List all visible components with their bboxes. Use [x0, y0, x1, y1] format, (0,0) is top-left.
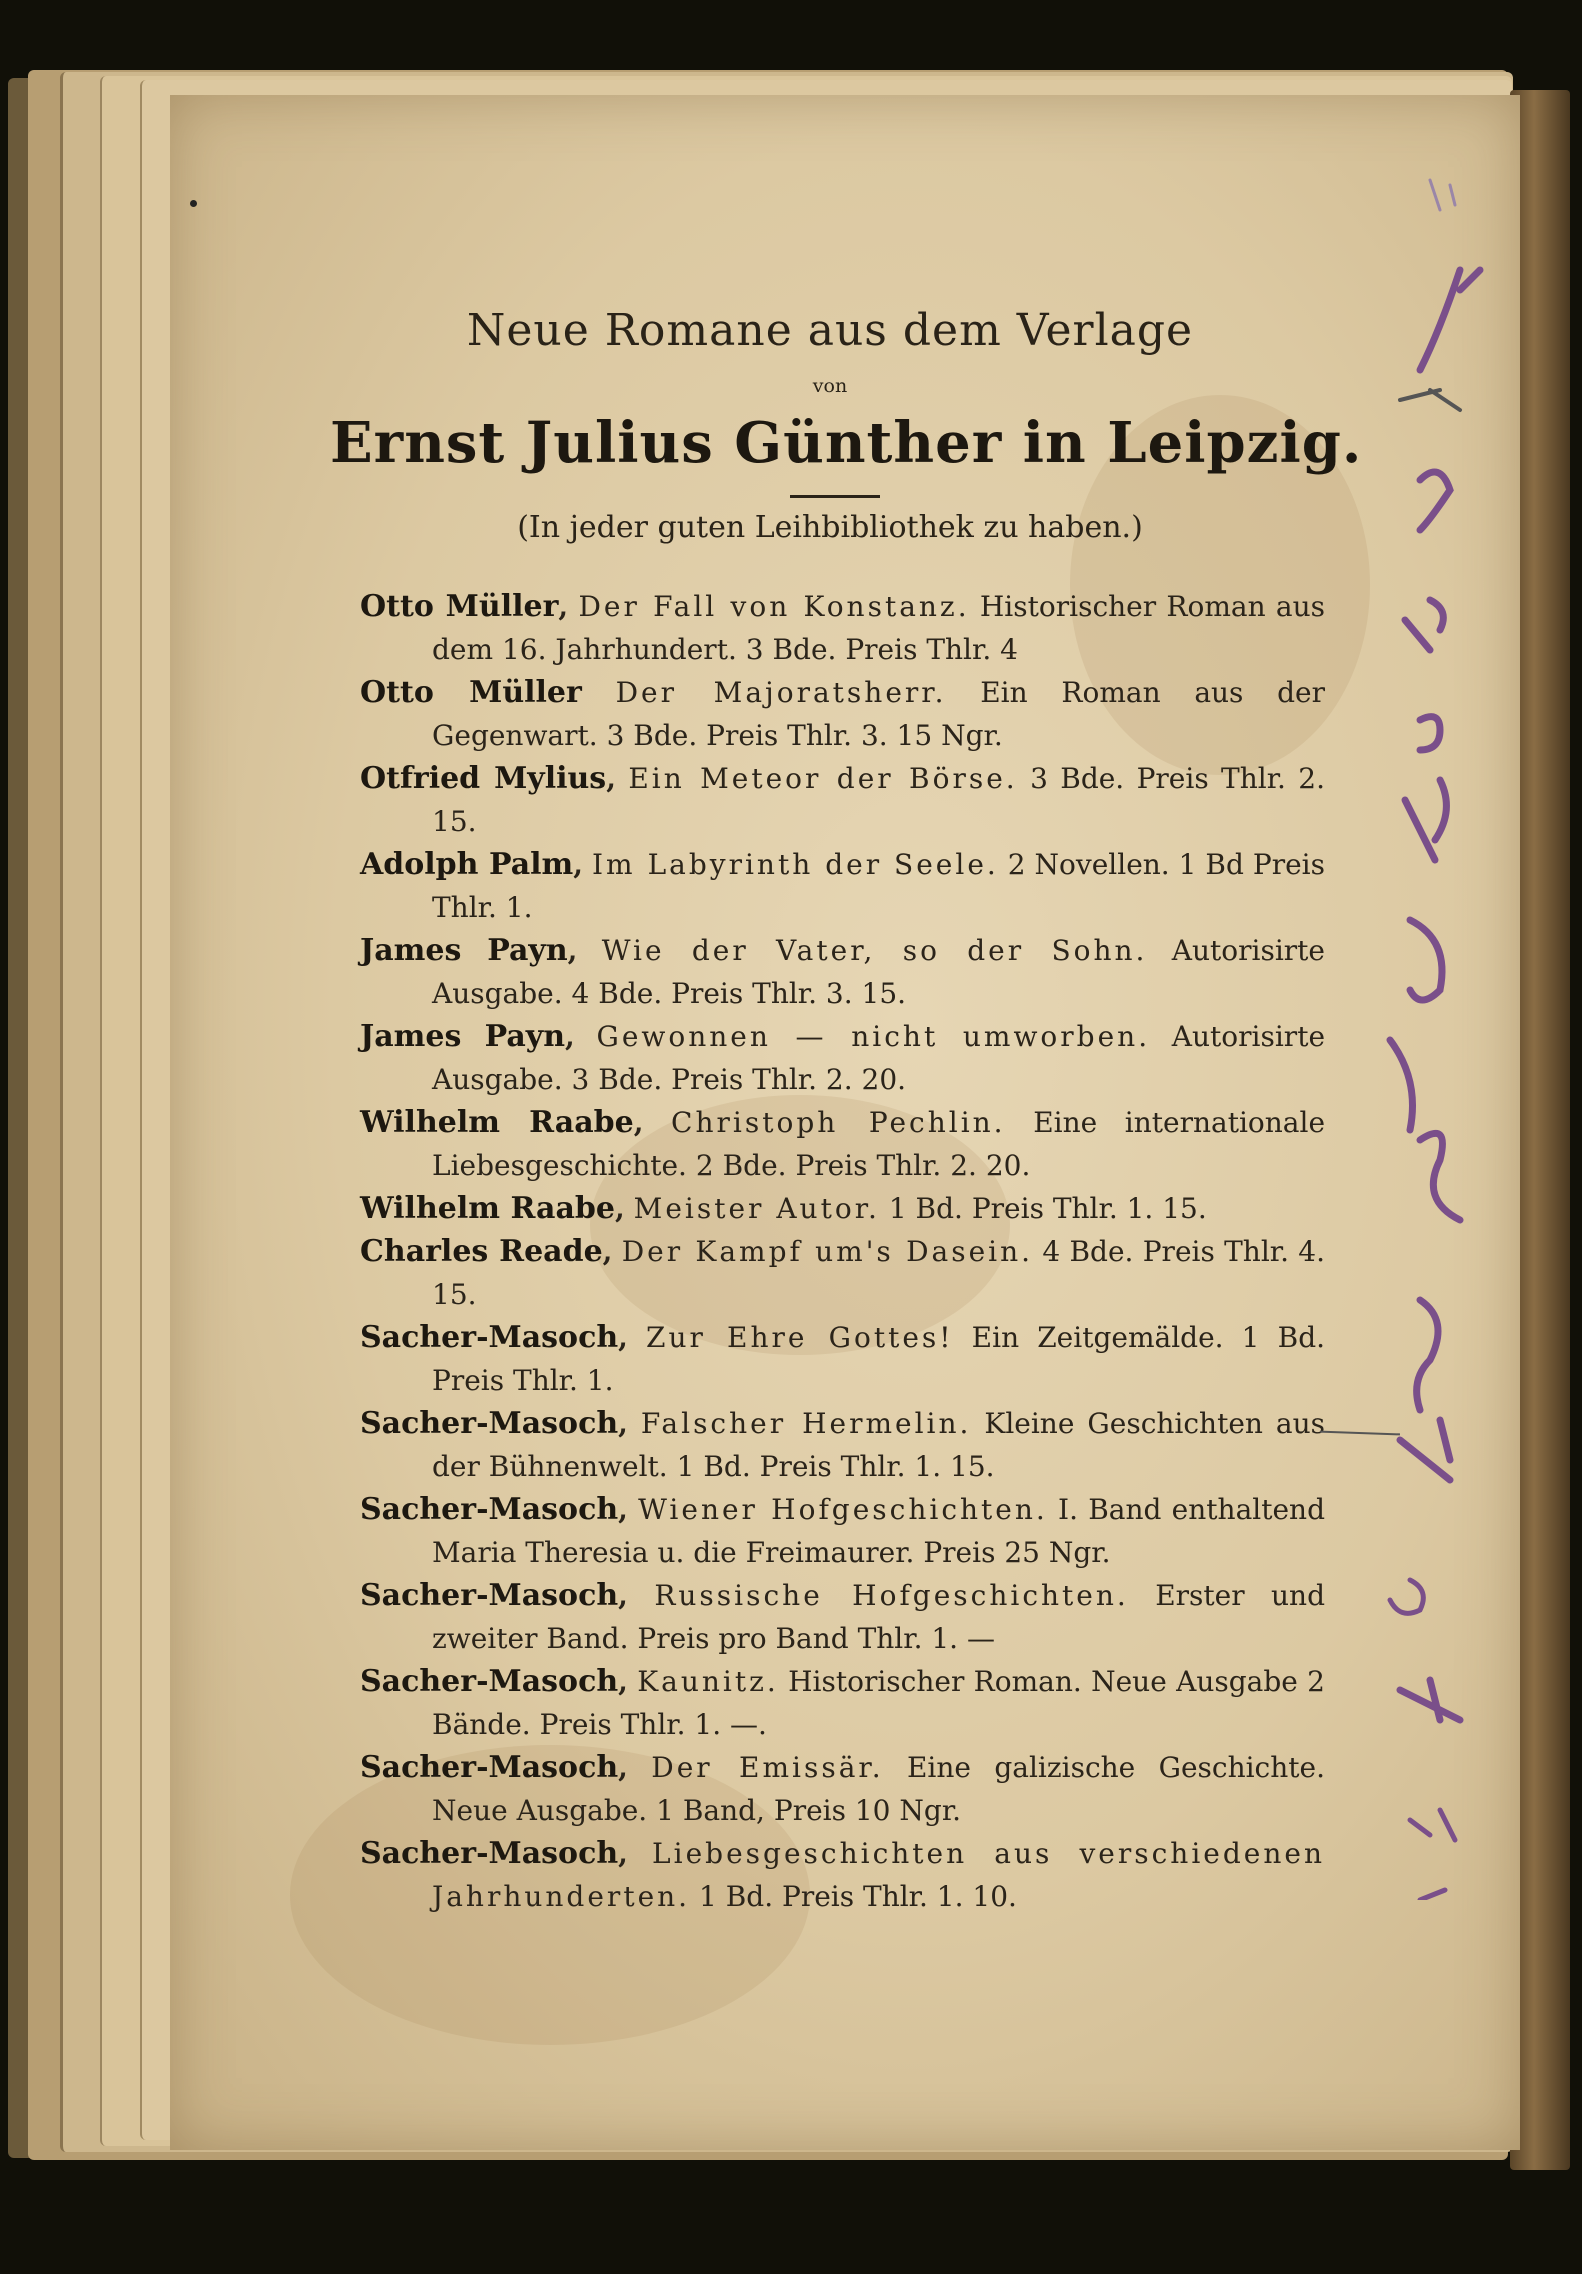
entry-author: Sacher-Masoch: [360, 1750, 619, 1785]
entry-title: Liebesgeschichten aus verschiedenen Jahrhunderten.: [432, 1837, 1326, 1913]
publisher-name: Ernst Julius Günther in Leipzig.: [330, 410, 1363, 476]
entry-details: Kleine Geschichten aus der Bühnenwelt. 1 Bd. Preis Thlr. 1. 15.: [432, 1407, 1326, 1483]
novel-list: [360, 585, 1325, 1918]
entry-details: 1 Bd. Preis Thlr. 1. 15.: [888, 1192, 1207, 1225]
list-item: Sacher-Masoch, Kaunitz. Historischer Roman. Neue Ausgabe 2 Bände. Preis Thlr. 1. —.: [360, 1664, 1325, 1741]
entry-title: Der Emissär.: [651, 1751, 884, 1784]
entry-title: Meister Autor.: [633, 1192, 880, 1225]
entry-author: Wilhelm Raabe: [360, 1191, 615, 1226]
entry-details: Historischer Roman. Neue Ausgabe 2 Bände. Preis Thlr. 1. —.: [432, 1665, 1325, 1741]
list-item: Sacher-Masoch, Der Emissär. Eine galizische Geschichte. Neue Ausgabe. 1 Band, Preis 10 Ngr.: [360, 1750, 1325, 1827]
entry-title: Zur Ehre Gottes!: [646, 1321, 954, 1354]
entry-title: Russische Hofgeschichten.: [654, 1579, 1129, 1612]
entry-author: Adolph Palm: [360, 847, 574, 882]
entry-details: Autorisirte Ausgabe. 4 Bde. Preis Thlr. 3. 15.: [432, 934, 1325, 1010]
entry-details: Historischer Roman aus dem 16. Jahrhundert. 3 Bde. Preis Thlr. 4: [432, 590, 1325, 666]
entry-author: Sacher-Masoch: [360, 1320, 619, 1355]
list-item: James Payn, Gewonnen — nicht umworben. Autorisirte Ausgabe. 3 Bde. Preis Thlr. 2. 20.: [360, 1019, 1326, 1096]
entry-details: Ein Roman aus der Gegenwart. 3 Bde. Preis Thlr. 3. 15 Ngr.: [432, 676, 1326, 752]
entry-details: Ein Zeitgemälde. 1 Bd. Preis Thlr. 1.: [432, 1321, 1326, 1397]
entry-author: Charles Reade: [360, 1234, 603, 1269]
entry-author: Otto Müller: [360, 675, 582, 710]
entry-details: Eine galizische Geschichte. Neue Ausgabe. 1 Band, Preis 10 Ngr.: [432, 1751, 1325, 1827]
ink-dot: [190, 200, 197, 207]
byline-von: von: [812, 375, 848, 397]
entry-title: Falscher Hermelin.: [640, 1407, 972, 1440]
entry-title: Christoph Pechlin.: [671, 1106, 1006, 1139]
entry-author: Sacher-Masoch: [360, 1836, 619, 1871]
entry-title: Gewonnen — nicht umworben.: [596, 1020, 1151, 1053]
list-item: Sacher-Masoch, Wiener Hofgeschichten. I. Band enthaltend Maria Theresia u. die Freimaurer. Preis 25 Ngr.: [360, 1492, 1326, 1569]
entry-title: Im Labyrinth der Seele.: [592, 848, 999, 881]
availability-note: (In jeder guten Leihbibliothek zu haben.): [517, 510, 1143, 545]
entry-title: Wiener Hofgeschichten.: [638, 1493, 1048, 1526]
entry-author: Wilhelm Raabe: [360, 1105, 634, 1140]
list-item: Sacher-Masoch, Zur Ehre Gottes! Ein Zeitgemälde. 1 Bd. Preis Thlr. 1.: [360, 1320, 1326, 1397]
entry-author: Otfried Mylius: [360, 761, 607, 796]
entry-details: 3 Bde. Preis Thlr. 2. 15.: [432, 762, 1325, 838]
entry-author: Sacher-Masoch: [360, 1492, 619, 1527]
entry-title: Der Majoratsherr.: [615, 676, 947, 709]
list-item: Otfried Mylius, Ein Meteor der Börse. 3 Bde. Preis Thlr. 2. 15.: [360, 761, 1325, 838]
entry-title: Kaunitz.: [637, 1665, 779, 1698]
list-item: [360, 671, 1325, 757]
entry-details: Erster und zweiter Band. Preis pro Band Thlr. 1. —: [432, 1579, 1326, 1655]
entry-author: Sacher-Masoch: [360, 1578, 619, 1613]
list-item: Otto Müller, Der Fall von Konstanz. Historischer Roman aus dem 16. Jahrhundert. 3 Bde. Preis Thlr. 4: [360, 589, 1325, 666]
entry-details: 2 Novellen. 1 Bd Preis Thlr. 1.: [432, 848, 1325, 924]
entry-title: Der Kampf um's Dasein.: [621, 1235, 1034, 1268]
divider: [790, 495, 880, 498]
entry-author: Sacher-Masoch: [360, 1664, 619, 1699]
page-title: Neue Romane aus dem Verlage: [466, 305, 1194, 356]
entry-author: Otto Müller: [360, 589, 559, 624]
list-item: Wilhelm Raabe, Meister Autor. 1 Bd. Preis Thlr. 1. 15.: [360, 1191, 1207, 1226]
handwritten-marginalia: [1310, 160, 1510, 1900]
entry-author: James Payn: [360, 1019, 566, 1054]
entry-title: Wie der Vater, so der Sohn.: [601, 934, 1148, 967]
entry-author: Sacher-Masoch: [360, 1406, 619, 1441]
list-item: Charles Reade, Der Kampf um's Dasein. 4 Bde. Preis Thlr. 4. 15.: [360, 1234, 1326, 1311]
list-item: Sacher-Masoch, Russische Hofgeschichten. Erster und zweiter Band. Preis pro Band Thlr. 1. —: [360, 1578, 1326, 1655]
list-item: Wilhelm Raabe, Christoph Pechlin. Eine internationale Liebesgeschichte. 2 Bde. Preis Thlr. 2. 20.: [360, 1105, 1326, 1182]
entry-author: James Payn: [360, 933, 568, 968]
list-item: Adolph Palm, Im Labyrinth der Seele. 2 Novellen. 1 Bd Preis Thlr. 1.: [360, 847, 1325, 924]
entry-title: Ein Meteor der Börse.: [628, 762, 1018, 795]
list-item: Sacher-Masoch, Falscher Hermelin. Kleine Geschichten aus der Bühnenwelt. 1 Bd. Preis Thlr. 1. 15.: [360, 1406, 1326, 1483]
entry-details: Autorisirte Ausgabe. 3 Bde. Preis Thlr. 2. 20.: [432, 1020, 1326, 1096]
list-item: James Payn, Wie der Vater, so der Sohn. Autorisirte Ausgabe. 4 Bde. Preis Thlr. 3. 15.: [360, 933, 1325, 1010]
entry-details: 4 Bde. Preis Thlr. 4. 15.: [432, 1235, 1326, 1311]
entry-title: Der Fall von Konstanz.: [578, 590, 970, 623]
list-item: Sacher-Masoch, Liebesgeschichten aus verschiedenen Jahrhunderten. 1 Bd. Preis Thlr. 1. 10.: [360, 1836, 1326, 1913]
entry-details: Eine internationale Liebesgeschichte. 2 Bde. Preis Thlr. 2. 20.: [432, 1106, 1326, 1182]
entry-details: 1 Bd. Preis Thlr. 1. 10.: [698, 1880, 1017, 1913]
entry-details: I. Band enthaltend Maria Theresia u. die Freimaurer. Preis 25 Ngr.: [432, 1493, 1326, 1569]
